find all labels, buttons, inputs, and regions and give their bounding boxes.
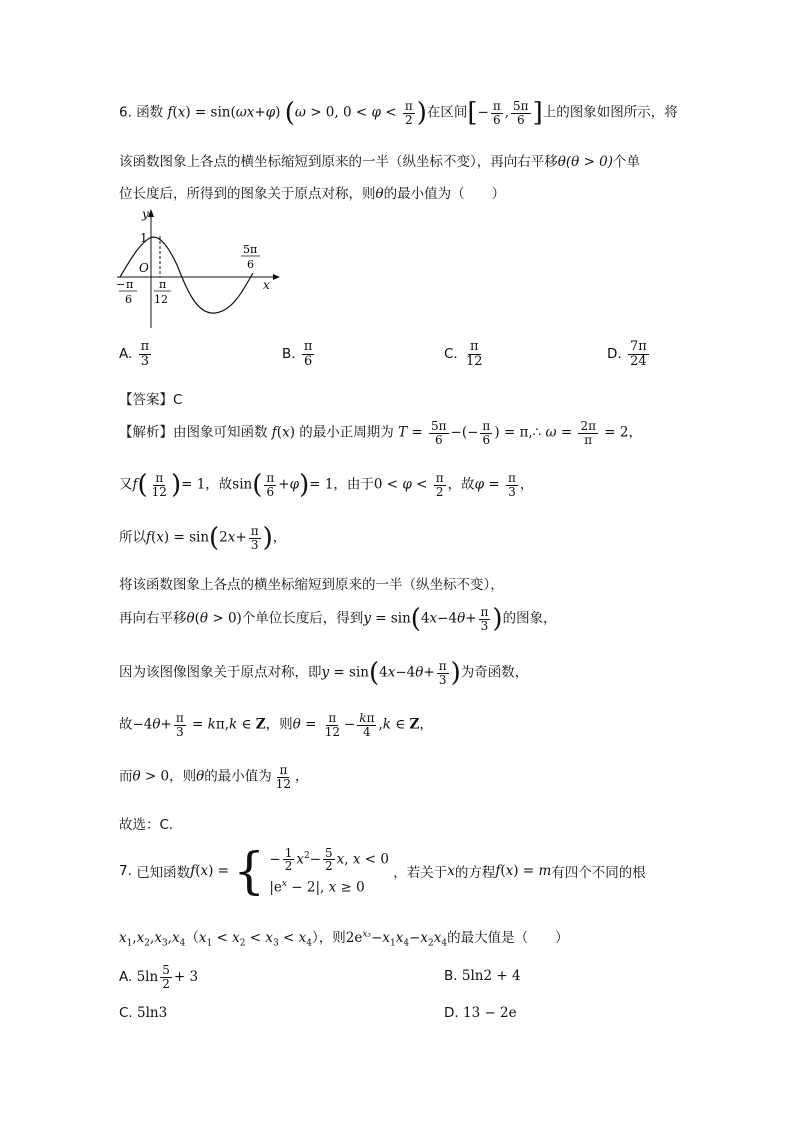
right-label-num: 5π — [243, 243, 258, 256]
left-tick-num: π — [126, 278, 134, 291]
q7-line2: $x_1,x_2,x_3,x_4(x_1 < x_2 < x_3 < x_4)$，则$2e^{x_3}-x_1x_4-x_2x_4$的最大值是（ ） — [119, 929, 569, 949]
q7-line1: 7. 已知函数f(x) = { − $\frac{1}{2}$ $x^2-$ $\frac{5}{2}$ x, x < 0 $|e^x - 2|$, x ≥ 0 ，若关于x的方程f(x) = m有四个不同的根 — [119, 842, 646, 900]
q6-func: f — [167, 104, 173, 121]
one-label: 1 — [140, 231, 148, 245]
x-axis-label: x — [263, 278, 270, 292]
q6-line2: 该函数图象上各点的横坐标缩短到原来的一半（纵坐标不变），再向右平移θ(θ > 0)个单 — [119, 154, 641, 170]
q6-line3: 位长度后，所得到的图象关于原点对称，则θ的最小值为（ ） — [119, 186, 506, 202]
left-tick-sign: − — [116, 278, 126, 291]
q6-option-b[interactable]: B. $\frac{\pi}{6}$ — [282, 339, 313, 369]
analysis-line7: 故−4θ+ $\frac{\pi}{3}$ = kπ,k ∈ Z，则θ = $\frac{\pi}{12}$ − $\frac{k\pi}{4}$ ,k ∈ Z， — [119, 711, 433, 739]
y-axis-arrow — [148, 209, 154, 217]
q6-option-a[interactable]: A. $\frac{\pi}{3}$ — [119, 339, 150, 369]
left-tick-den: 6 — [125, 293, 132, 306]
analysis-line6: 因为该图像图象关于原点对称，即y = sin(4x−4θ+ $\frac{\pi}{3}$ )为奇函数， — [119, 658, 529, 689]
q7-option-a[interactable]: A. 5ln $\frac{5}{2}$ + 3 — [119, 963, 199, 991]
analysis-line8: 而θ > 0，则θ的最小值为 $\frac{\pi}{12}$ ， — [119, 763, 309, 791]
right-label-den: 6 — [247, 258, 254, 271]
analysis-line2: 又f( $\frac{\pi}{12}$ )= 1，故sin( $\frac{\pi}{6}$ +φ)= 1，由于0 < φ < $\frac{\pi}{2}$ ，故φ = $\frac{\pi}{3}$ ， — [119, 470, 534, 501]
q6-answer: 【答案】C — [119, 392, 183, 408]
sine-curve — [120, 237, 253, 313]
sine-graph — [115, 205, 285, 335]
x-axis-arrow — [273, 274, 280, 280]
mid-tick-num: π — [159, 278, 167, 291]
q6-option-c[interactable]: C. $\frac{\pi}{12}$ — [444, 339, 483, 369]
mid-tick-den: 12 — [154, 293, 168, 306]
analysis-line4: 将该函数图象上各点的横坐标缩短到原来的一半（纵坐标不变）， — [119, 577, 504, 593]
q6-option-d[interactable]: D. $\frac{7\pi}{24}$ — [607, 339, 647, 369]
q7-number: 7. — [119, 863, 132, 879]
analysis-line1: 【解析】由图象可知函数 f(x) 的最小正周期为 T = $\frac{5\pi}{6}$ −(− $\frac{\pi}{6}$ ) = π,∴ ω = $\frac{2\pi}{\pi}$ = 2， — [119, 419, 642, 447]
q6-text: 函数 — [136, 104, 164, 121]
analysis-line3: 所以f(x) = sin(2x+ $\frac{\pi}{3}$ )， — [119, 523, 287, 554]
q7-option-d[interactable]: D. 13 − 2e — [444, 1005, 517, 1021]
origin-label: O — [139, 261, 149, 275]
analysis-line5: 再向右平移θ(θ > 0)个单位长度后，得到y = sin(4x−4θ+ $\frac{\pi}{3}$ )的图象， — [119, 604, 557, 635]
q7-option-c[interactable]: C. 5ln3 — [119, 1005, 168, 1021]
q7-option-b[interactable]: B. 5ln2 + 4 — [444, 968, 521, 984]
q6-line1: 6. 函数 f(x) = sin(ωx+φ) (ω > 0, 0 < φ < $\frac{\pi}{2}$ )在区间[− $\frac{\pi}{6}$ , $\frac{5\pi}{6}$ ]上的图象如图所示，将 — [119, 98, 678, 129]
analysis-conclusion: 故选：C. — [119, 817, 174, 833]
y-axis-label: y — [142, 207, 149, 221]
q6-number: 6. — [119, 104, 132, 121]
